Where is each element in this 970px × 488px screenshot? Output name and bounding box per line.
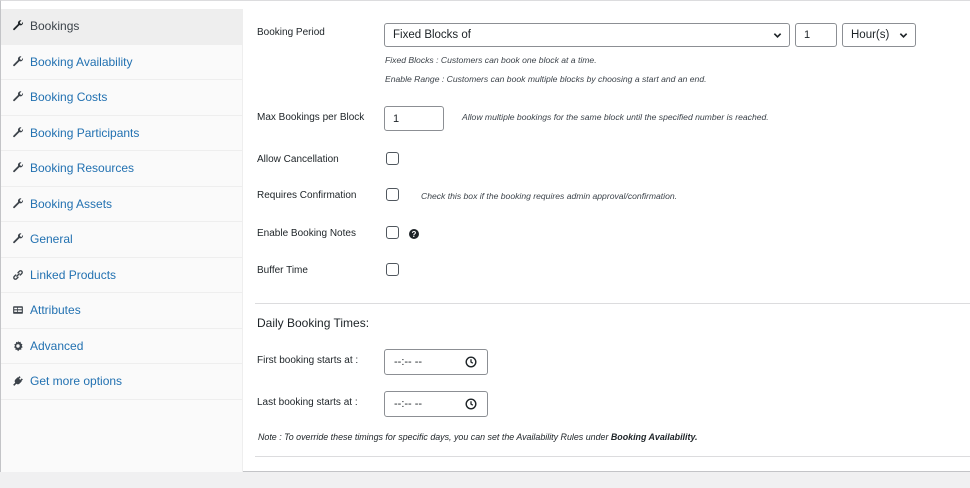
tab-label: Attributes — [30, 303, 81, 318]
tab-label: Bookings — [30, 19, 80, 34]
tab-booking-costs[interactable] — [1, 80, 242, 116]
tab-general[interactable] — [1, 222, 242, 258]
tab-booking-availability[interactable] — [1, 45, 242, 81]
tab-label: Booking Availability — [30, 54, 133, 69]
allow-cancellation-checkbox[interactable] — [386, 152, 399, 165]
buffer-time-checkbox[interactable] — [386, 263, 399, 276]
tab-booking-resources[interactable] — [1, 151, 242, 187]
tab-label: Booking Participants — [30, 125, 140, 140]
link-icon — [11, 268, 25, 282]
table-icon — [11, 303, 25, 317]
wrench-icon — [11, 126, 25, 140]
wrench-icon — [11, 55, 25, 69]
tab-linked-products[interactable] — [1, 258, 242, 294]
requires-confirmation-description: Check this box if the booking requires admin approval/confirmation. — [421, 191, 678, 201]
wrench-icon — [11, 232, 25, 246]
tab-label: Booking Assets — [30, 196, 113, 211]
max-bookings-label: Max Bookings per Block — [257, 112, 365, 123]
wrench-icon — [11, 19, 25, 33]
booking-duration-input[interactable]: 1 — [795, 23, 837, 47]
gear-icon — [11, 339, 25, 353]
last-booking-time-input[interactable] — [384, 391, 488, 417]
tab-attributes[interactable] — [1, 293, 242, 329]
max-bookings-input[interactable]: 1 — [384, 106, 444, 131]
tab-label: Booking Costs — [30, 90, 108, 105]
max-bookings-description: Allow multiple bookings for the same block until the specified number is reached. — [462, 112, 769, 122]
allow-cancellation-label: Allow Cancellation — [257, 154, 339, 165]
enable-booking-notes-checkbox[interactable] — [386, 226, 399, 239]
requires-confirmation-checkbox[interactable] — [386, 188, 399, 201]
tab-booking-assets[interactable] — [1, 187, 242, 223]
enable-booking-notes-label: Enable Booking Notes — [257, 228, 356, 239]
tab-bookings[interactable] — [1, 9, 242, 45]
note-text: Note : To override these timings for specific days, you can set the Availability Rules under — [258, 432, 609, 442]
tab-label: Linked Products — [30, 267, 117, 282]
product-data-tabs — [1, 9, 243, 472]
select-value: Hour(s) — [851, 29, 890, 41]
tab-advanced[interactable] — [1, 329, 242, 365]
tab-label: General — [30, 232, 73, 247]
buffer-time-label: Buffer Time — [257, 265, 308, 276]
booking-period-label: Booking Period — [257, 27, 325, 38]
tab-get-more-options[interactable] — [1, 364, 242, 400]
availability-rules-note — [258, 432, 698, 442]
wrench-icon — [11, 90, 25, 104]
chevron-down-icon — [773, 31, 782, 40]
requires-confirmation-label: Requires Confirmation — [257, 190, 357, 201]
booking-period-mode-select[interactable] — [384, 23, 790, 47]
booking-availability-emphasis: Booking Availability. — [610, 432, 698, 442]
plugin-icon — [11, 374, 25, 388]
section-divider — [255, 303, 970, 304]
booking-unit-select[interactable] — [842, 23, 916, 47]
select-value: Fixed Blocks of — [393, 29, 471, 41]
first-booking-time-input[interactable] — [384, 349, 488, 375]
time-placeholder: --:-- -- — [394, 398, 423, 410]
wrench-icon — [11, 197, 25, 211]
tab-label: Advanced — [30, 338, 84, 353]
chevron-down-icon — [899, 31, 908, 40]
daily-booking-times-heading: Daily Booking Times: — [257, 316, 370, 330]
wrench-icon — [11, 161, 25, 175]
tab-label: Booking Resources — [30, 161, 135, 176]
last-booking-label: Last booking starts at : — [257, 397, 358, 408]
tab-booking-participants[interactable] — [1, 116, 242, 152]
first-booking-label: First booking starts at : — [257, 355, 359, 366]
question-circle-icon[interactable]: ? — [409, 229, 419, 239]
tab-label: Get more options — [30, 374, 123, 389]
fixed-blocks-description: Fixed Blocks : Customers can book one block at a time. — [385, 55, 597, 65]
time-placeholder: --:-- -- — [394, 356, 423, 368]
enable-range-description: Enable Range : Customers can book multiple blocks by choosing a start and an end. — [385, 74, 707, 84]
clock-icon[interactable] — [465, 356, 477, 368]
section-divider — [255, 456, 970, 457]
clock-icon[interactable] — [465, 398, 477, 410]
